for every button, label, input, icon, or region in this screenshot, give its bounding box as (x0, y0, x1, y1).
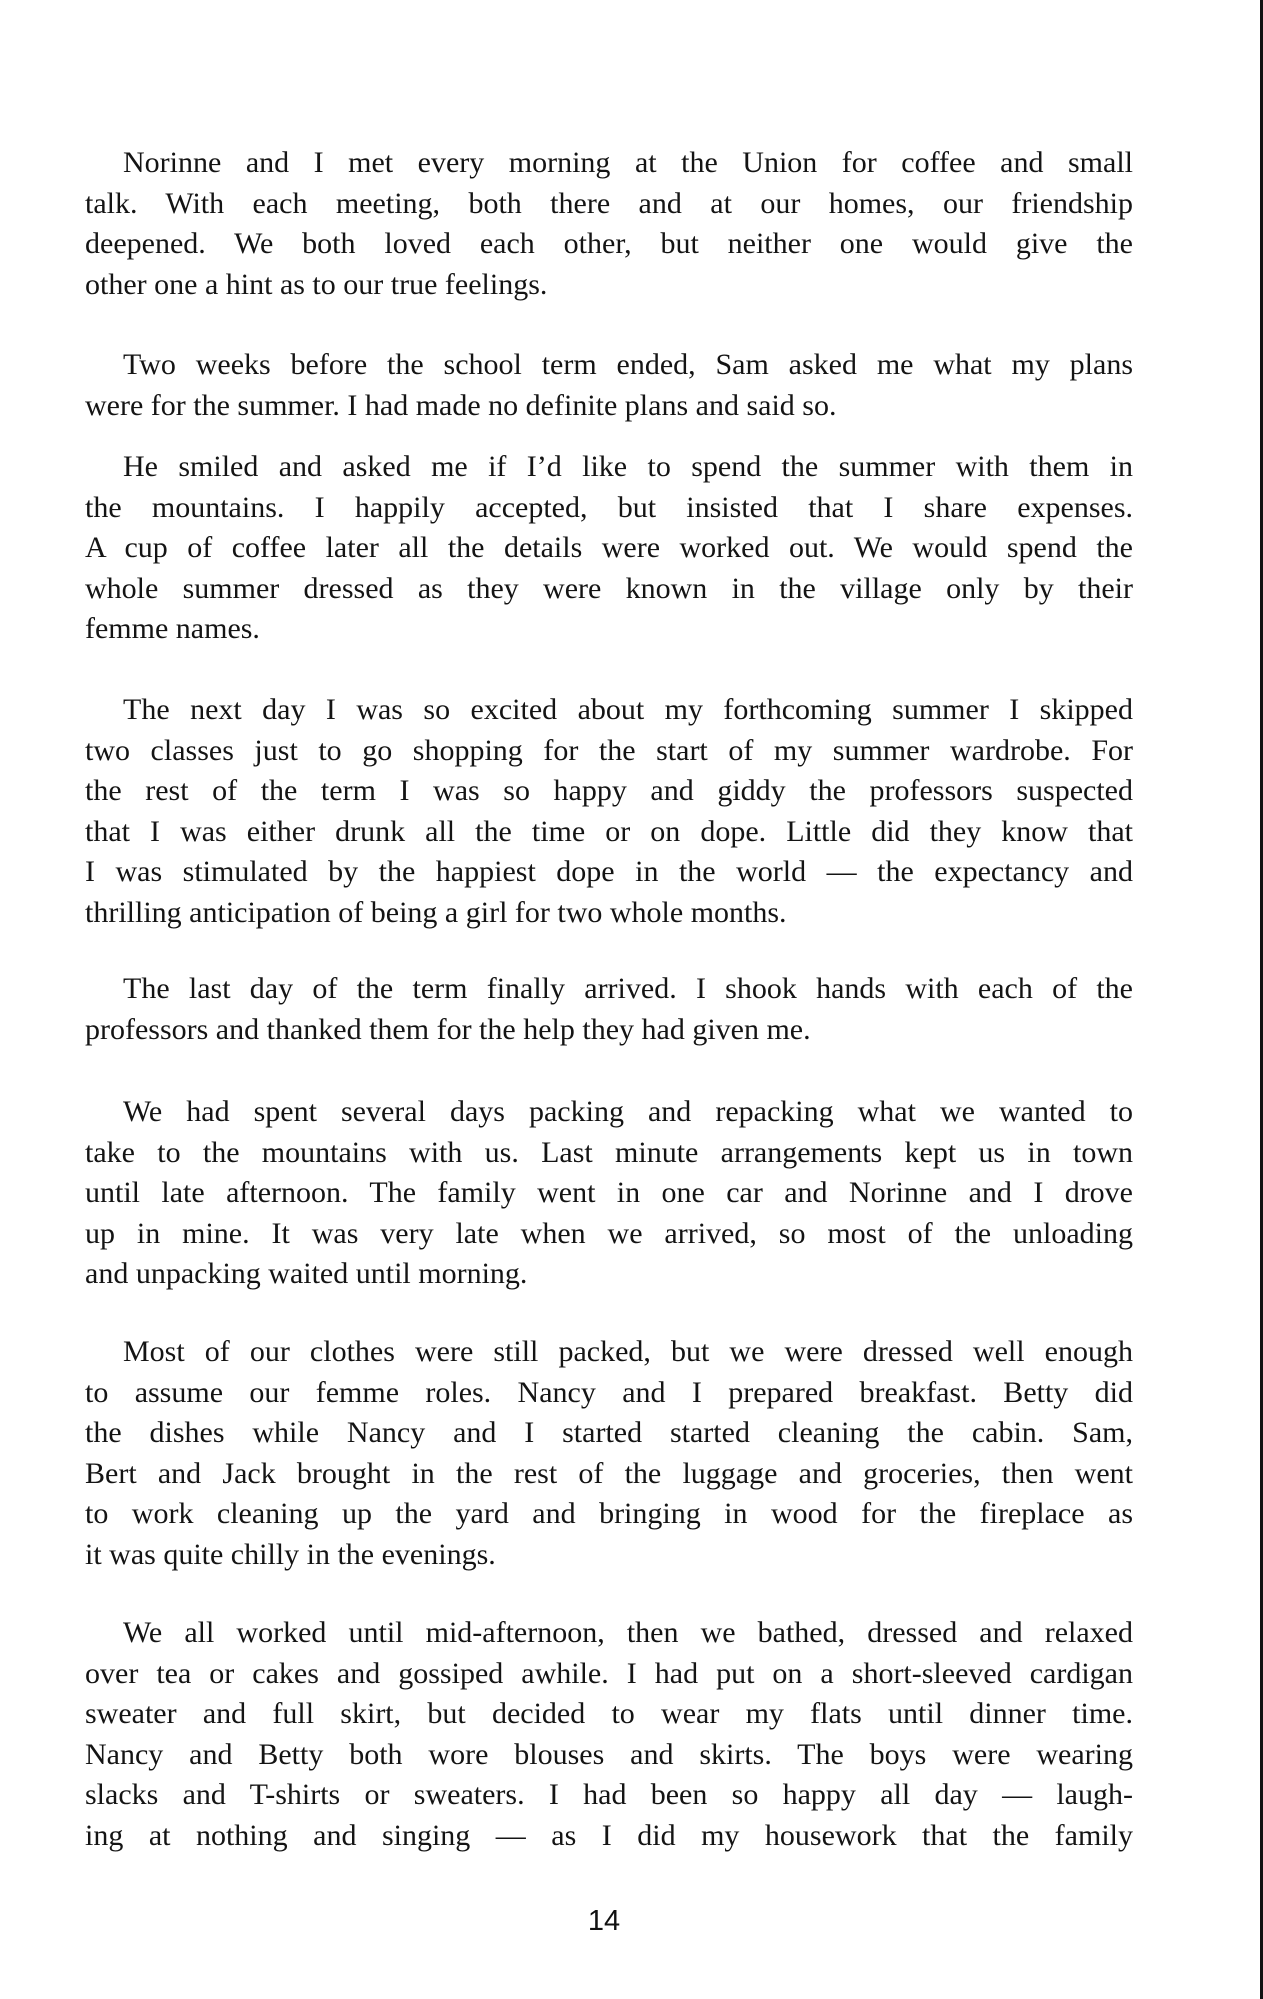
text-line: two classes just to go shopping for the start of my summer wardrobe. For (85, 733, 1133, 767)
paragraph-5 (85, 969, 1133, 1050)
text-line: Two weeks before the school term ended, Sam asked me what my plans (123, 348, 1133, 381)
text-line: He smiled and asked me if I’d like to spend the summer with them in (123, 450, 1133, 483)
text-line: deepened. We both loved each other, but neither one would give the (85, 227, 1133, 260)
text-line: it was quite chilly in the evenings. (85, 1537, 496, 1571)
text-line: other one a hint as to our true feelings. (85, 267, 548, 301)
text-line: to work cleaning up the yard and bringing in wood for the fireplace as (85, 1497, 1133, 1530)
text-line: A cup of coffee later all the details were worked out. We would spend the (85, 531, 1133, 564)
paragraph-7 (85, 1332, 1133, 1575)
text-line: the mountains. I happily accepted, but insisted that I share expenses. (85, 490, 1133, 524)
text-line: up in mine. It was very late when we arrived, so most of the unloading (85, 1216, 1133, 1250)
text-line: The last day of the term finally arrived. I shook hands with each of the (123, 972, 1133, 1005)
text-line: take to the mountains with us. Last minute arrangements kept us in town (85, 1135, 1133, 1169)
text-line: We had spent several days packing and repacking what we wanted to (123, 1095, 1133, 1128)
text-line: until late afternoon. The family went in one car and Norinne and I drove (85, 1176, 1133, 1209)
text-line: sweater and full skirt, but decided to wear my flats until dinner time. (85, 1697, 1133, 1730)
text-line: thrilling anticipation of being a girl for two whole months. (85, 895, 787, 929)
paragraph-6 (85, 1092, 1133, 1295)
text-line: talk. With each meeting, both there and at our homes, our friendship (85, 186, 1133, 220)
text-line: were for the summer. I had made no definite plans and said so. (85, 388, 837, 422)
text-line: that I was either drunk all the time or on dope. Little did they know that (85, 814, 1133, 848)
paragraph-4 (85, 690, 1133, 933)
text-line: Nancy and Betty both wore blouses and skirts. The boys were wearing (85, 1737, 1133, 1771)
text-line: slacks and T-shirts or sweaters. I had been so happy all day — laugh- (85, 1778, 1133, 1811)
text-line: to assume our femme roles. Nancy and I prepared breakfast. Betty did (85, 1375, 1133, 1409)
text-line: Bert and Jack brought in the rest of the luggage and groceries, then went (85, 1456, 1133, 1490)
text-line: whole summer dressed as they were known in the village only by their (85, 571, 1133, 605)
text-line: Most of our clothes were still packed, but we were dressed well enough (123, 1335, 1133, 1368)
paragraph-1 (85, 143, 1133, 305)
paragraph-8 (85, 1613, 1133, 1856)
text-line: the rest of the term I was so happy and giddy the professors suspected (85, 774, 1133, 807)
paragraph-3 (85, 447, 1133, 650)
text-line: Norinne and I met every morning at the Union for coffee and small (123, 146, 1133, 179)
text-line: the dishes while Nancy and I started started cleaning the cabin. Sam, (85, 1416, 1133, 1449)
text-line: femme names. (85, 612, 260, 645)
text-line: We all worked until mid-afternoon, then we bathed, dressed and relaxed (123, 1616, 1133, 1649)
text-line: I was stimulated by the happiest dope in the world — the expectancy and (85, 855, 1133, 888)
page-number: 14 (587, 1905, 621, 1937)
text-line: and unpacking waited until morning. (85, 1257, 528, 1290)
text-line: professors and thanked them for the help they had given me. (85, 1012, 811, 1046)
paragraph-2 (85, 345, 1133, 426)
text-line: ing at nothing and singing — as I did my housework that the family (85, 1818, 1133, 1852)
text-line: over tea or cakes and gossiped awhile. I had put on a short-sleeved cardigan (85, 1656, 1133, 1690)
text-line: The next day I was so excited about my forthcoming summer I skipped (123, 693, 1133, 726)
